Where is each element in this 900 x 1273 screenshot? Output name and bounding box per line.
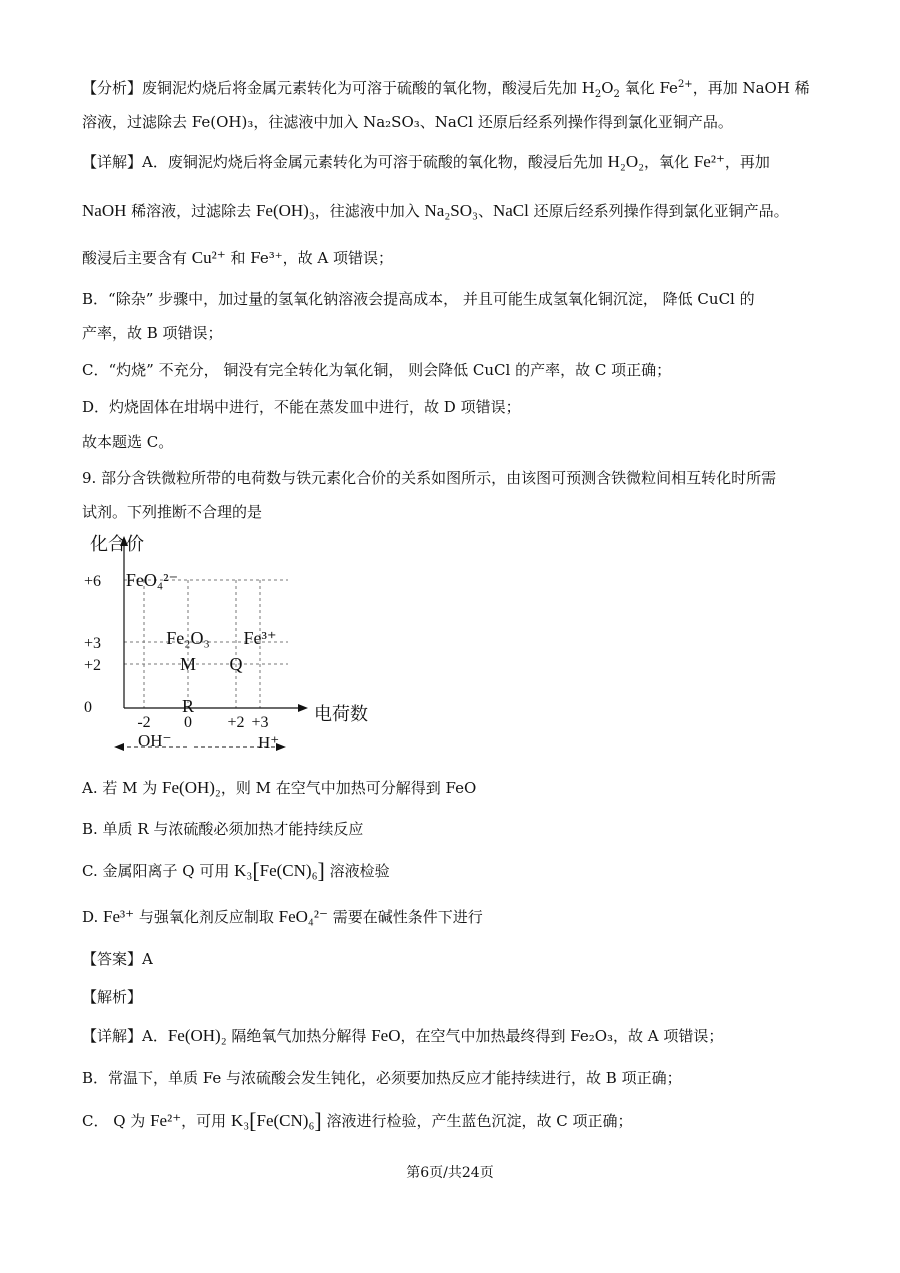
detail1-line-7: D．灼烧固体在坩埚中进行，不能在蒸发皿中进行，故 D 项错误； bbox=[82, 398, 521, 416]
analysis-heading: 【解析】 bbox=[82, 988, 143, 1006]
chart-point-labels bbox=[126, 570, 277, 716]
right-bracket: ] bbox=[317, 858, 325, 883]
option-c: C. 金属阳离子 Q 可用 K₃[Fe(CN)₆] 溶液检验 bbox=[82, 858, 390, 883]
option-a: A. 若 M 为 Fe(OH)₂，则 M 在空气中加热可分解得到 FeO bbox=[82, 778, 477, 797]
left-bracket: [ bbox=[252, 858, 260, 883]
point-label: Fe³⁺ bbox=[243, 628, 277, 648]
answer-line: 【答案】A bbox=[82, 950, 153, 968]
h-label: H⁺ bbox=[258, 733, 280, 752]
point-label: Fe₂O₃ bbox=[166, 628, 210, 648]
valence-charge-chart bbox=[82, 528, 402, 760]
analysis-line-2: 溶液，过滤除去 Fe(OH)₃，往滤液中加入 Na₂SO₃、NaCl 还原后经系列操作得到氯化亚铜产品。 bbox=[82, 113, 733, 131]
option-d: D. Fe³⁺ 与强氧化剂反应制取 FeO₄²⁻ 需要在碱性条件下进行 bbox=[82, 907, 483, 926]
x-tick-label: +2 bbox=[227, 714, 245, 731]
point-label: FeO₄²⁻ bbox=[125, 570, 179, 590]
detail1-line-2: NaOH 稀溶液，过滤除去 Fe(OH)₃，往滤液中加入 Na₂SO₃、NaCl 还原后经系列操作得到氯化亚铜产品。 bbox=[82, 201, 789, 220]
detail2-line-1: 【详解】A．Fe(OH)₂ 隔绝氧气加热分解得 FeO，在空气中加热最终得到 Fe₂O₃，故 A 项错误； bbox=[82, 1026, 724, 1045]
detail2-line-3: C． Q 为 Fe²⁺，可用 K₃[Fe(CN)₆] 溶液进行检验，产生蓝色沉淀，故 C 项正确； bbox=[82, 1108, 633, 1133]
question-9-line-2: 试剂。下列推断不合理的是 bbox=[82, 503, 263, 521]
x-axis-label: 电荷数 bbox=[314, 704, 368, 724]
detail1-line-8: 故本题选 C。 bbox=[82, 433, 174, 451]
oh-label: OH⁻ bbox=[138, 731, 172, 750]
x-axis-arrowhead bbox=[298, 704, 308, 712]
x-tick-label: 0 bbox=[184, 714, 192, 731]
detail1-line-3: 酸浸后主要含有 Cu²⁺ 和 Fe³⁺，故 A 项错误； bbox=[82, 248, 394, 267]
point-label: Q bbox=[229, 654, 243, 674]
detail1-line-1: 【详解】A．废铜泥灼烧后将金属元素转化为可溶于硫酸的氧化物，酸浸后先加 H₂O₂，氧化 Fe²⁺，再加 bbox=[82, 152, 770, 171]
x-tick-label: +3 bbox=[251, 714, 269, 731]
detail1-line-5: 产率，故 B 项错误； bbox=[82, 324, 223, 342]
y-axis-label: 化合价 bbox=[90, 534, 144, 554]
question-9-line-1: 9. 部分含铁微粒所带的电荷数与铁元素化合价的关系如图所示，由该图可预测含铁微粒间相互转化时所需 bbox=[82, 469, 777, 487]
y-tick-label: 0 bbox=[84, 699, 92, 716]
analysis-line-1: 【分析】废铜泥灼烧后将金属元素转化为可溶于硫酸的氧化物，酸浸后先加 $H_2O_2$ 氧化 $Fe^{2+}$，再加 NaOH 稀 bbox=[82, 79, 810, 100]
page-footer: 第6页/共24页 bbox=[406, 1165, 494, 1181]
detail1-line-4: B．“除杂” 步骤中，加过量的氢氧化钠溶液会提高成本， 并且可能生成氢氧化铜沉淀， 降低 CuCl 的 bbox=[82, 290, 755, 308]
oh-arrowhead bbox=[114, 743, 124, 751]
y-tick-label: +6 bbox=[84, 573, 102, 590]
detail1-line-6: C．“灼烧” 不充分， 铜没有完全转化为氧化铜， 则会降低 CuCl 的产率，故 C 项正确； bbox=[82, 361, 672, 379]
right-bracket: ] bbox=[314, 1108, 322, 1133]
y-tick-label: +3 bbox=[84, 635, 102, 652]
point-label: R bbox=[181, 696, 195, 716]
point-label: M bbox=[179, 654, 197, 674]
detail2-line-2: B．常温下，单质 Fe 与浓硫酸会发生钝化，必须要加热反应才能持续进行，故 B 项正确； bbox=[82, 1069, 682, 1087]
left-bracket: [ bbox=[249, 1108, 257, 1133]
x-tick-label: -2 bbox=[137, 714, 151, 731]
y-tick-label: +2 bbox=[84, 657, 102, 674]
option-b: B. 单质 R 与浓硫酸必须加热才能持续反应 bbox=[82, 820, 364, 838]
chart-tick-labels bbox=[84, 573, 269, 731]
